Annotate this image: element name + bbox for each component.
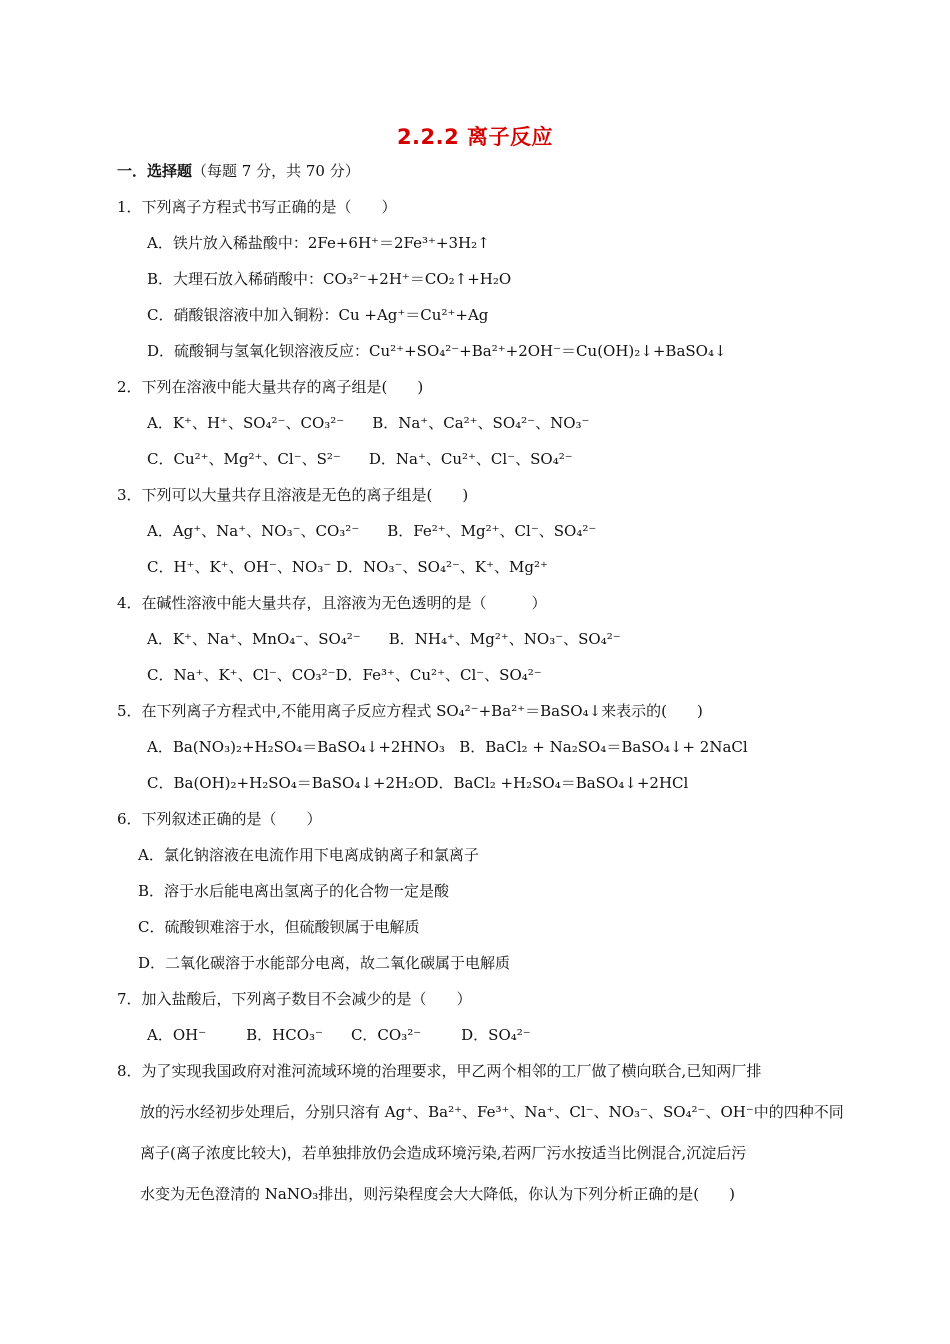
question-1-option-c: C．硝酸银溶液中加入铜粉：Cu +Ag⁺＝Cu²⁺+Ag xyxy=(147,306,489,324)
question-8-line-3: 离子(离子浓度比较大)，若单独排放仍会造成环境污染,若两厂污水按适当比例混合,沉淀后污 xyxy=(140,1144,747,1162)
question-3-options-ab xyxy=(147,521,596,541)
question-5-option-b: B．BaCl₂ + Na₂SO₄＝BaSO₄↓+ 2NaCl xyxy=(459,738,748,756)
question-8-line-1: 8．为了实现我国政府对淮河流域环境的治理要求，甲乙两个相邻的工厂做了横向联合,已知两厂排 xyxy=(117,1062,762,1080)
question-2-options-ab xyxy=(147,413,589,433)
question-4-option-a: A．K⁺、Na⁺、MnO₄⁻、SO₄²⁻ xyxy=(147,630,361,648)
question-5-option-d: D．BaCl₂ +H₂SO₄＝BaSO₄↓+2HCl xyxy=(426,774,689,792)
question-3-option-b: B．Fe²⁺、Mg²⁺、Cl⁻、SO₄²⁻ xyxy=(387,522,597,540)
question-7-stem: 7．加入盐酸后，下列离子数目不会减少的是（ ） xyxy=(117,990,472,1008)
question-7-option-c: C．CO₃²⁻ xyxy=(350,1026,422,1044)
question-1-stem: 1．下列离子方程式书写正确的是（ ） xyxy=(117,198,397,216)
question-1-option-a: A．铁片放入稀盐酸中：2Fe+6H⁺＝2Fe³⁺+3H₂↑ xyxy=(147,234,490,252)
question-5-stem: 5．在下列离子方程式中,不能用离子反应方程式 SO₄²⁻+Ba²⁺＝BaSO₄↓来表示的( ) xyxy=(117,702,703,720)
question-2-options-cd xyxy=(147,449,573,469)
question-3-option-a: A．Ag⁺、Na⁺、NO₃⁻、CO₃²⁻ xyxy=(147,522,360,540)
question-6-option-d: D．二氧化碳溶于水能部分电离，故二氧化碳属于电解质 xyxy=(138,954,511,972)
question-1-option-d: D．硫酸铜与氢氧化钡溶液反应：Cu²⁺+SO₄²⁻+Ba²⁺+2OH⁻＝Cu(OH)₂↓+BaSO₄↓ xyxy=(147,342,727,360)
section-note: （每题 7 分，共 70 分） xyxy=(192,162,360,180)
question-8-line-4: 水变为无色澄清的 NaNO₃排出，则污染程度会大大降低，你认为下列分析正确的是( ) xyxy=(140,1185,735,1203)
question-4-options-cd xyxy=(147,665,542,685)
question-5-option-c: C．Ba(OH)₂+H₂SO₄＝BaSO₄↓+2H₂O xyxy=(147,774,427,792)
page-title: 2.2.2 离子反应 xyxy=(396,125,554,149)
question-3-options-cd xyxy=(147,557,548,577)
question-6-stem: 6．下列叙述正确的是（ ） xyxy=(117,810,322,828)
question-6-option-a: A．氯化钠溶液在电流作用下电离成钠离子和氯离子 xyxy=(138,846,479,864)
question-5-options-ab xyxy=(147,737,748,757)
section-label: 一．选择题 xyxy=(117,162,193,180)
question-6-option-b: B．溶于水后能电离出氢离子的化合物一定是酸 xyxy=(138,882,450,900)
question-2-stem: 2．下列在溶液中能大量共存的离子组是( ) xyxy=(117,378,424,396)
question-2-option-b: B．Na⁺、Ca²⁺、SO₄²⁻、NO₃⁻ xyxy=(372,414,590,432)
question-5-options-cd xyxy=(147,773,688,793)
question-3-option-c: C．H⁺、K⁺、OH⁻、NO₃⁻ xyxy=(147,558,332,576)
question-5-option-a: A．Ba(NO₃)₂+H₂SO₄＝BaSO₄↓+2HNO₃ xyxy=(147,738,445,756)
question-8-line-2: 放的污水经初步处理后，分别只溶有 Ag⁺、Ba²⁺、Fe³⁺、Na⁺、Cl⁻、NO₃⁻、SO₄²⁻、OH⁻中的四种不同 xyxy=(140,1103,844,1121)
question-4-option-d: D．Fe³⁺、Cu²⁺、Cl⁻、SO₄²⁻ xyxy=(335,666,542,684)
question-2-option-a: A．K⁺、H⁺、SO₄²⁻、CO₃²⁻ xyxy=(147,414,345,432)
section-heading xyxy=(117,161,360,181)
question-2-option-d: D．Na⁺、Cu²⁺、Cl⁻、SO₄²⁻ xyxy=(368,450,573,468)
question-7-option-a: A．OH⁻ xyxy=(147,1026,207,1044)
question-1-option-b: B．大理石放入稀硝酸中：CO₃²⁻+2H⁺＝CO₂↑+H₂O xyxy=(147,270,512,288)
question-3-option-d: D．NO₃⁻、SO₄²⁻、K⁺、Mg²⁺ xyxy=(336,558,548,576)
question-4-stem: 4．在碱性溶液中能大量共存，且溶液为无色透明的是（ ） xyxy=(117,594,547,612)
question-6-option-c: C．硫酸钡难溶于水，但硫酸钡属于电解质 xyxy=(138,918,420,936)
question-7-options xyxy=(147,1025,531,1045)
question-4-option-c: C．Na⁺、K⁺、Cl⁻、CO₃²⁻ xyxy=(147,666,336,684)
question-4-options-ab xyxy=(147,629,621,649)
question-2-option-c: C．Cu²⁺、Mg²⁺、Cl⁻、S²⁻ xyxy=(147,450,341,468)
question-7-option-d: D．SO₄²⁻ xyxy=(461,1026,531,1044)
question-3-stem: 3．下列可以大量共存且溶液是无色的离子组是( ) xyxy=(117,486,469,504)
question-7-option-b: B．HCO₃⁻ xyxy=(246,1026,323,1044)
question-4-option-b: B．NH₄⁺、Mg²⁺、NO₃⁻、SO₄²⁻ xyxy=(388,630,621,648)
